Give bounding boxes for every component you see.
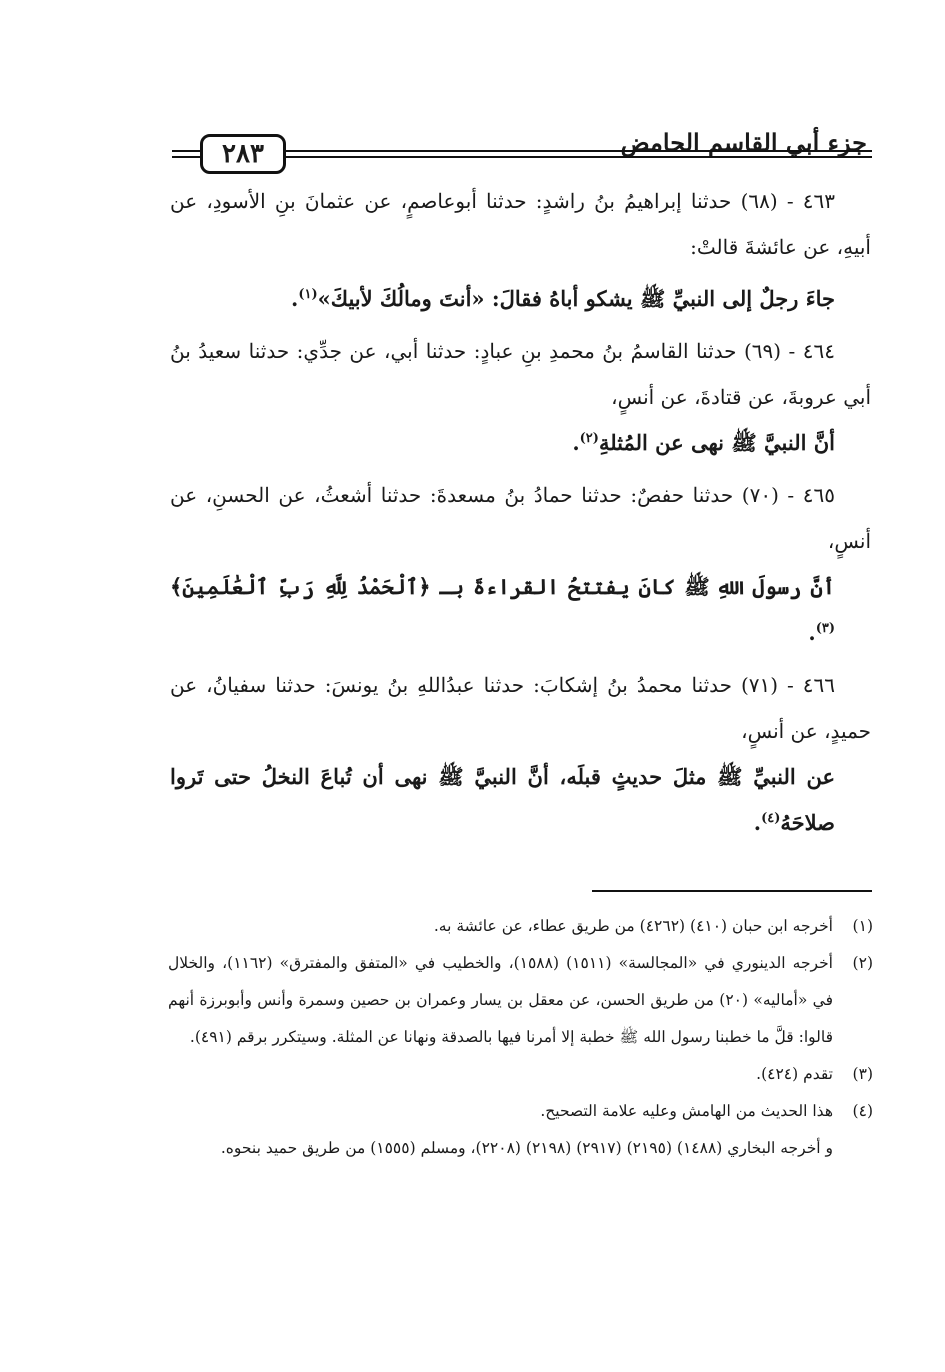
footnote-ref-2[interactable]: (٢) (579, 431, 599, 446)
footnote-separator (592, 890, 872, 892)
footnote-number: (٣) (852, 1065, 873, 1083)
footnote-ref-1[interactable]: (١) (298, 287, 318, 302)
running-header-title: جزء أبي القاسم الحامض (620, 128, 867, 157)
footnote-3 (168, 1056, 873, 1093)
footnotes (168, 908, 873, 1167)
footnote-1 (168, 908, 873, 945)
footnote-text: أخرجه الدينوري في «المجالسة» (١٥١١) (١٥٨٨)، والخطيب في «المتفق والمفترق» (١١٦٢)، والخلال في «أماليه» (٢٠) من طريق الحسن، عن معقل بن يسار وعمران بن حصين وسمرة وأنس وأبوبرزة أنهم قالوا: قلَّ ما خطبنا رسول الله ﷺ خطبة إلا أمرنا فيها بالصدقة ونهانا عن المثلة. وسيتكرر برقم (٤٩١). (168, 954, 833, 1046)
end-mark: . (753, 810, 762, 835)
footnote-text: تقدم (٤٢٤). (756, 1065, 833, 1083)
footnote-2 (168, 945, 873, 1056)
footnote-text: هذا الحديث من الهامش وعليه علامة التصحيح. (540, 1102, 833, 1120)
footnote-number: (١) (852, 917, 873, 935)
hadith-464-isnad: ٤٦٤ - (٦٩) حدثنا القاسمُ بنُ محمدِ بنِ عبادٍ: حدثنا أبي، عن جدِّي: حدثنا سعيدُ بنُ أبي عروبةَ، عن قتادةَ، عن أنسٍ، (170, 339, 871, 409)
hadith-465-matn-text: أنَّ رسولَ اللهِ ﷺ كانَ يفتتحُ القراءةَ بـ ﴿ٱلْحَمْدُ لِلَّهِ رَبِّ ٱلْعَٰلَمِينَ﴾ (170, 574, 835, 599)
footnote-number: (٢) (852, 954, 873, 972)
hadith-463-isnad: ٤٦٣ - (٦٨) حدثنا إبراهيمُ بنُ راشدٍ: حدثنا أبوعاصمٍ، عن عثمانَ بنِ الأسودِ، عن أبيهِ، عن عائشةَ قالتْ: (170, 189, 871, 259)
end-mark: . (291, 286, 299, 311)
footnote-text: أخرجه ابن حبان (٤١٠) (٤٢٦٢) من طريق عطاء، عن عائشة به. (433, 917, 833, 935)
footnote-4-continuation: و أخرجه البخاري (١٤٨٨) (٢١٩٥) (٢٩١٧) (٢١٩٨) (٢٢٠٨)، ومسلم (١٥٥٥) من طريق حميد بنحوه. (220, 1139, 833, 1157)
footnote-ref-3[interactable]: (٣) (815, 621, 835, 636)
hadith-464-matn (170, 420, 871, 466)
hadith-466-isnad: ٤٦٦ - (٧١) حدثنا محمدُ بنُ إشكابَ: حدثنا عبدُاللهِ بنُ يونسَ: حدثنا سفيانُ، عن حميدٍ، عن أنسٍ، (170, 673, 871, 743)
page-number: ٢٨٣ (222, 139, 264, 169)
page-number-box (200, 134, 286, 174)
main-text (170, 178, 871, 846)
hadith-466-matn (170, 754, 871, 846)
end-mark: . (808, 620, 816, 645)
hadith-463-matn-text: جاءَ رجلٌ إلى النبيِّ ﷺ يشكو أباهُ فقالَ: «أنتَ ومالُكَ لأبيكَ» (317, 286, 835, 311)
footnote-4 (168, 1093, 873, 1130)
footnote-ref-4[interactable]: (٤) (761, 811, 781, 826)
end-mark: . (572, 430, 580, 455)
hadith-463-matn (170, 276, 871, 322)
hadith-465-isnad: ٤٦٥ - (٧٠) حدثنا حفصٌ: حدثنا حمادُ بنُ مسعدةَ: حدثنا أشعثُ، عن الحسنِ، عن أنسٍ، (170, 483, 871, 553)
hadith-465-matn (170, 564, 871, 656)
hadith-464-matn-text: أنَّ النبيَّ ﷺ نهى عن المُثلةِ (598, 430, 835, 455)
hadith-466-matn-text: عن النبيِّ ﷺ مثلَ حديثٍ قبلَه، أنَّ النبيَّ ﷺ نهى أن تُباعَ النخلُ حتى تَروا صلاحَهُ (170, 764, 835, 835)
footnote-number: (٤) (852, 1102, 873, 1120)
